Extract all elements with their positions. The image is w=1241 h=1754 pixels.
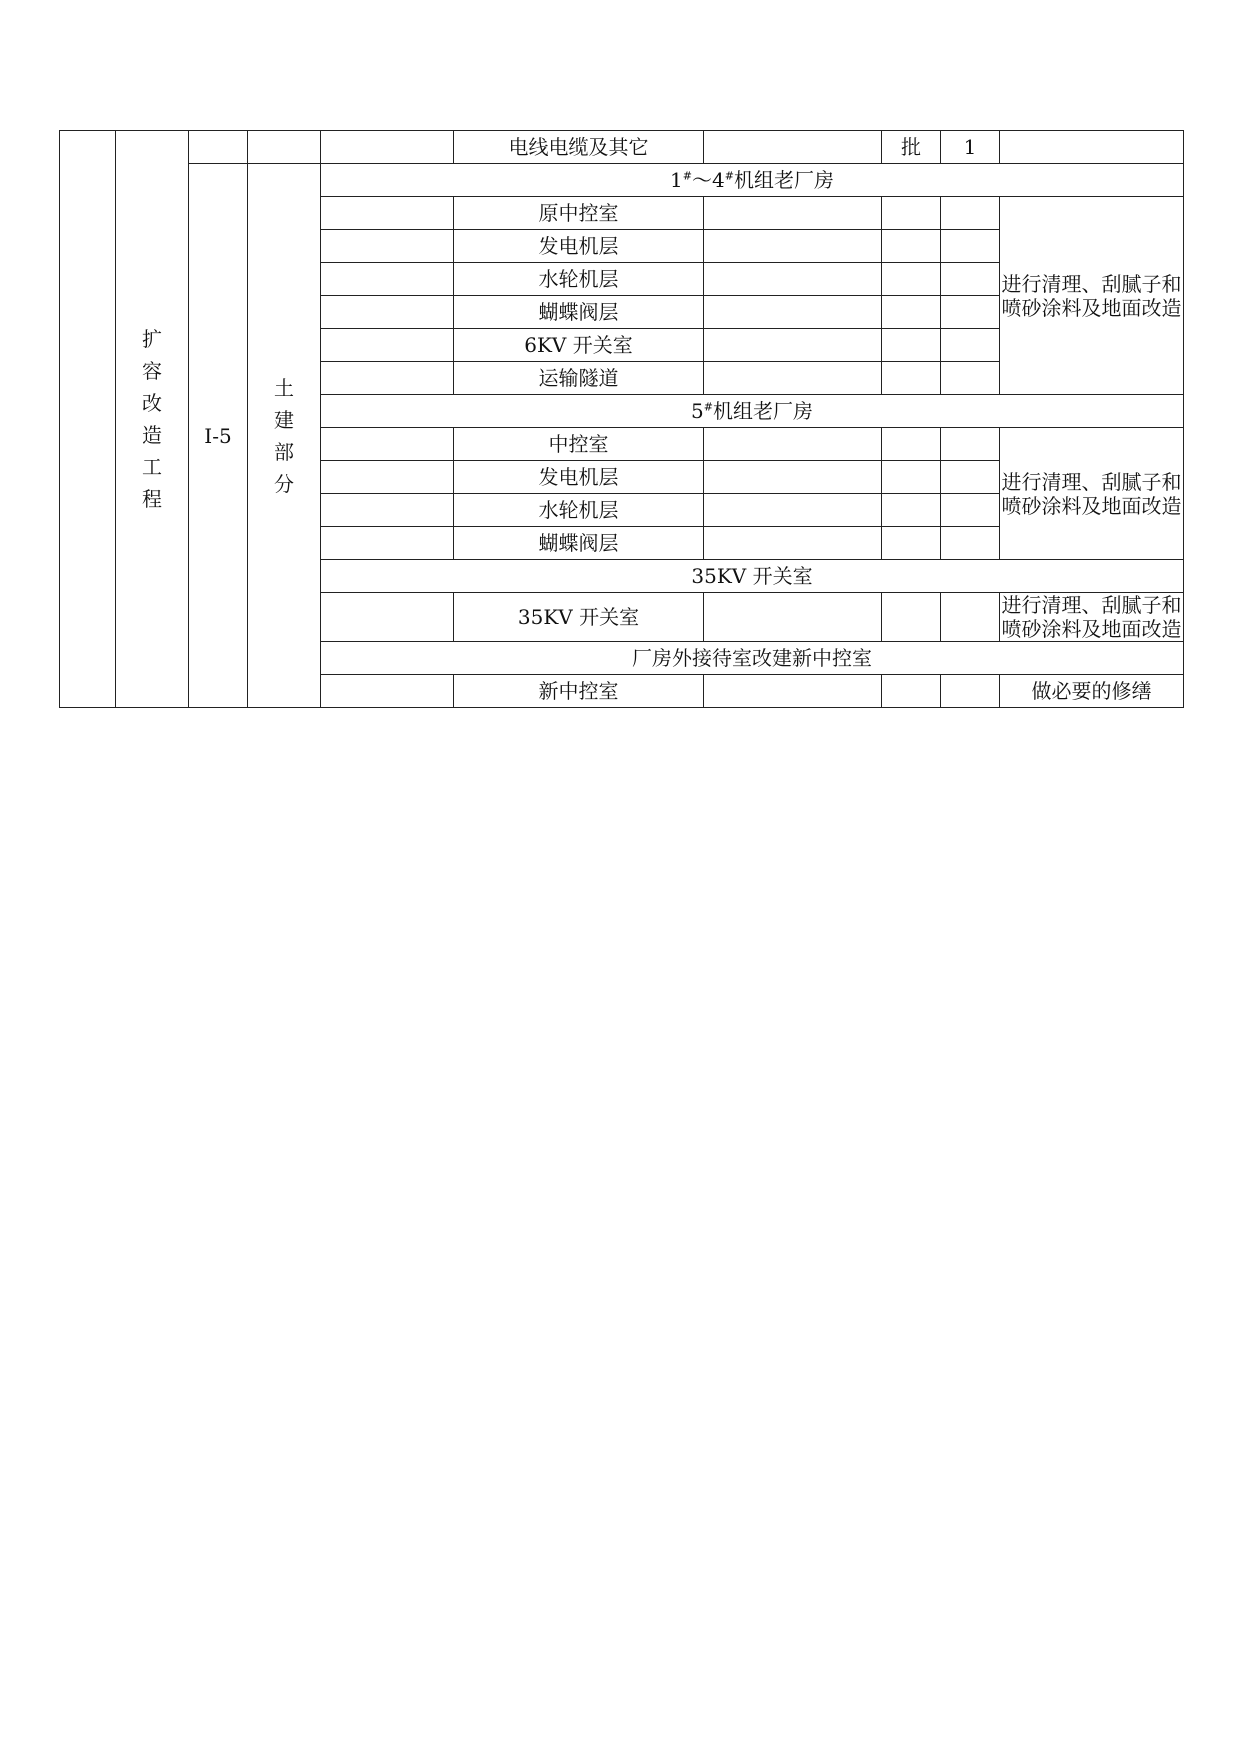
- section-title-1: 1#～4#机组老厂房: [321, 164, 1184, 197]
- table-row: [60, 164, 1184, 197]
- item-code: I-5: [204, 423, 232, 448]
- section-title-2: 5#机组老厂房: [321, 395, 1184, 428]
- item-name: 35KV 开关室: [454, 593, 704, 642]
- section-title-4: 厂房外接待室改建新中控室: [321, 642, 1184, 675]
- note-cell: 进行清理、刮腻子和喷砂涂料及地面改造: [1000, 197, 1184, 395]
- note-cell: 做必要的修缮: [1000, 675, 1184, 708]
- item-name: 水轮机层: [454, 263, 704, 296]
- code-cell: [189, 131, 248, 164]
- section-title-3: 35KV 开关室: [321, 560, 1184, 593]
- item-name: 运输隧道: [454, 362, 704, 395]
- empty-cell: [321, 131, 454, 164]
- item-code-cell: [189, 164, 248, 708]
- sub-cell: [248, 131, 321, 164]
- unit-cell: 批: [882, 131, 941, 164]
- sub-category-label: 土建部分: [274, 375, 294, 496]
- item-name: 中控室: [454, 428, 704, 461]
- category-cell: [116, 131, 189, 708]
- sub-category-cell: [248, 164, 321, 708]
- note-cell: [1000, 131, 1184, 164]
- project-table: [59, 130, 1184, 708]
- item-name: 原中控室: [454, 197, 704, 230]
- item-name: 蝴蝶阀层: [454, 296, 704, 329]
- note-cell: 进行清理、刮腻子和喷砂涂料及地面改造: [1001, 593, 1182, 641]
- index-cell: [60, 131, 116, 708]
- item-name: 蝴蝶阀层: [454, 527, 704, 560]
- note-cell: 进行清理、刮腻子和喷砂涂料及地面改造: [1000, 428, 1184, 560]
- qty-cell: 1: [941, 131, 1000, 164]
- item-name: 6KV 开关室: [454, 329, 704, 362]
- item-name: 发电机层: [454, 461, 704, 494]
- category-label: 扩容改造工程: [142, 327, 162, 511]
- table-row: [60, 131, 1184, 164]
- item-name: 发电机层: [454, 230, 704, 263]
- item-name: 水轮机层: [454, 494, 704, 527]
- spec-cell: [704, 131, 882, 164]
- item-name: 电线电缆及其它: [454, 131, 704, 164]
- item-name: 新中控室: [454, 675, 704, 708]
